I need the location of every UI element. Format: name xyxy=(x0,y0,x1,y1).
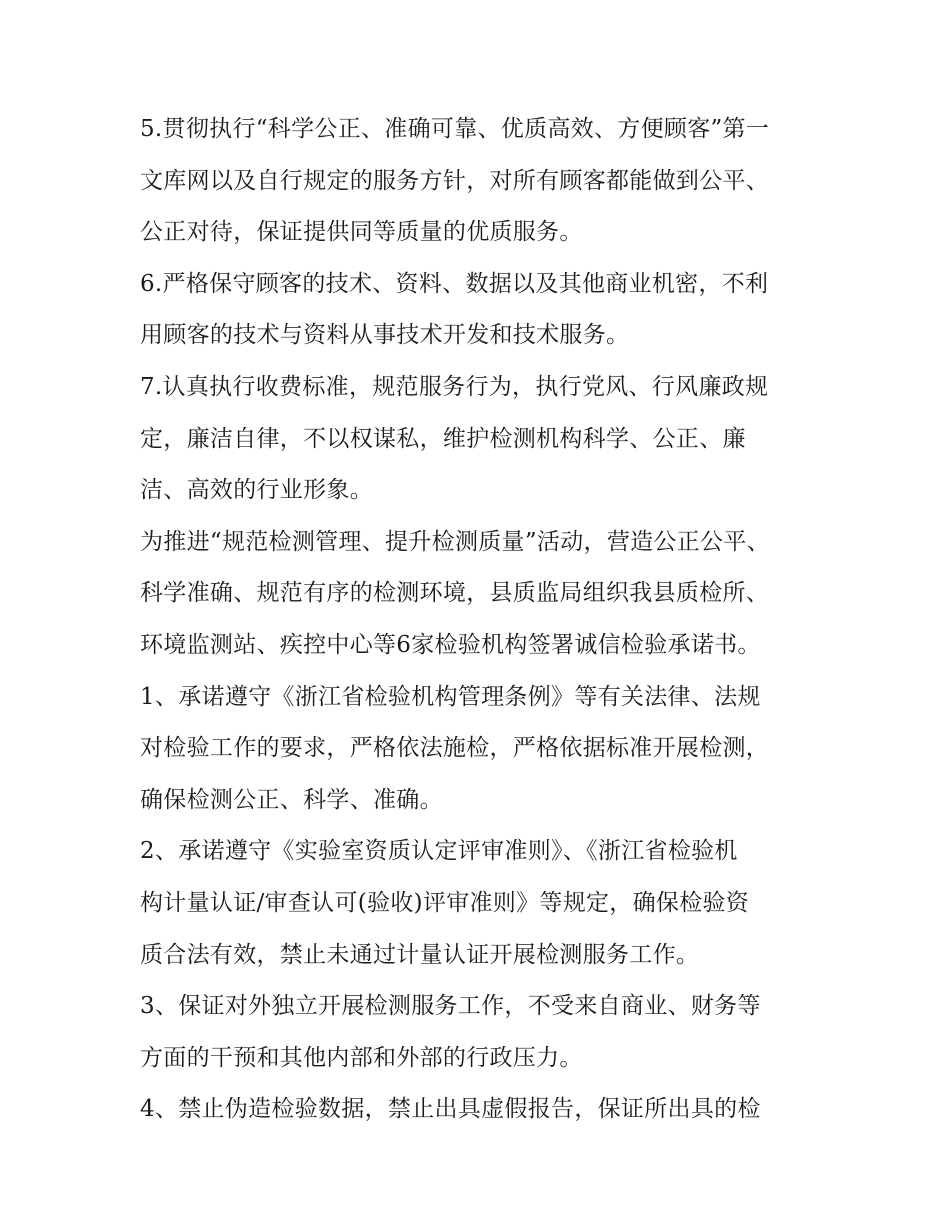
text-line: 4、禁止伪造检验数据，禁止出具虚假报告，保证所出具的检 xyxy=(140,1096,761,1123)
text-line: 质合法有效，禁止未通过计量认证开展检测服务工作。 xyxy=(140,941,700,968)
text-line: 用顾客的技术与资料从事技术开发和技术服务。 xyxy=(140,322,630,349)
text-line: 对检验工作的要求，严格依法施检，严格依据标准开展检测， xyxy=(140,735,770,762)
text-line: 确保检测公正、科学、准确。 xyxy=(140,786,443,813)
text-line: 1、承诺遵守《浙江省检验机构管理条例》等有关法律、法规 xyxy=(140,683,761,710)
text-line: 5.贯彻执行“科学公正、准确可靠、优质高效、方便顾客”第一 xyxy=(140,116,770,142)
text-line: 科学准确、规范有序的检测环境，县质监局组织我县质检所、 xyxy=(140,580,770,607)
text-line: 3、保证对外独立开展检测服务工作，不受来自商业、财务等 xyxy=(140,993,761,1020)
text-line: 文库网以及自行规定的服务方针，对所有顾客都能做到公平、 xyxy=(140,167,770,194)
text-line: 环境监测站、疾控中心等6家检验机构签署诚信检验承诺书。 xyxy=(140,631,761,658)
text-line: 6.严格保守顾客的技术、资料、数据以及其他商业机密，不利 xyxy=(140,270,769,297)
text-line: 方面的干预和其他内部和外部的行政压力。 xyxy=(140,1044,583,1071)
text-line: 洁、高效的行业形象。 xyxy=(140,477,373,504)
text-line: 7.认真执行收费标准，规范服务行为，执行党风、行风廉政规 xyxy=(140,373,769,400)
text-line: 构计量认证/审查认可(验收)评审准则》等规定，确保检验资 xyxy=(140,889,750,916)
document-body xyxy=(140,104,812,1136)
text-line: 定，廉洁自律，不以权谋私，维护检测机构科学、公正、廉 xyxy=(140,425,746,452)
text-line: 为推进“规范检测管理、提升检测质量”活动，营造公正公平、 xyxy=(140,528,770,555)
text-line: 公正对待，保证提供同等质量的优质服务。 xyxy=(140,219,583,246)
text-line: 2、承诺遵守《实验室资质认定评审准则》、《浙江省检验机 xyxy=(140,838,738,865)
